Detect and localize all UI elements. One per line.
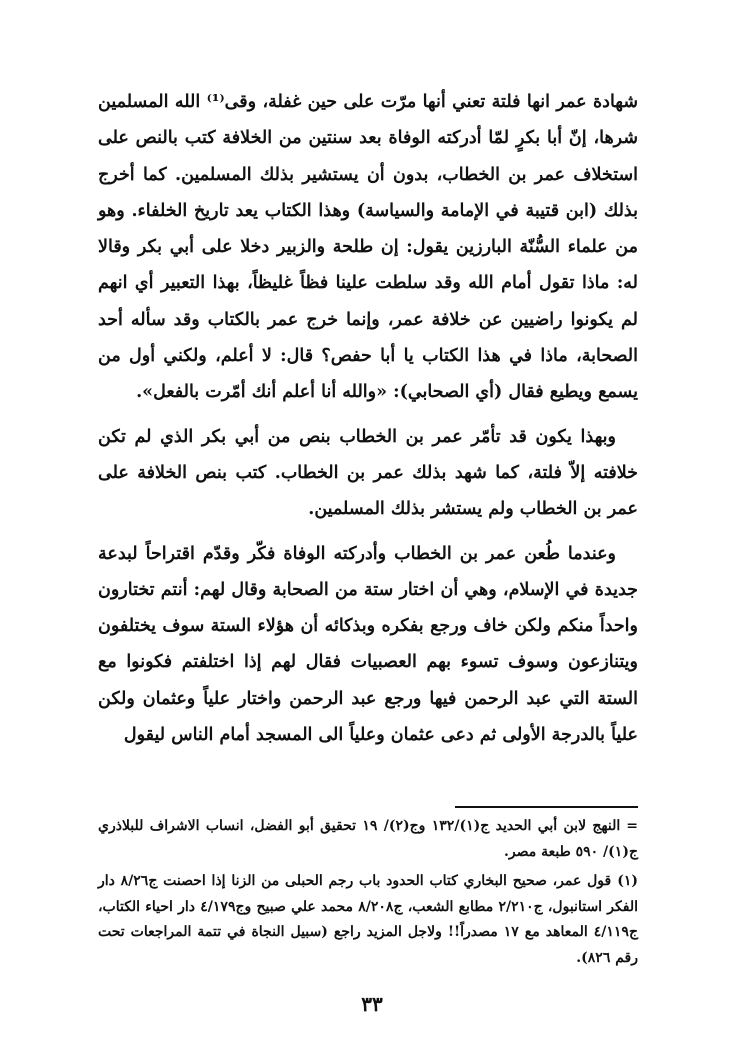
paragraph-1: شهادة عمر انها فلتة تعني أنها مرّت على حين غفلة، وقى⁽¹⁾ الله المسلمين شرها، إنّ أبا بكرٍ لمّا أدركته الوفاة بعد سنتين من الخلافة كتب بالنص على استخلاف عمر بن الخطاب، بدون أن يستشير بذلك المسلمين. كما أخرج بذلك (ابن قتيبة في الإمامة والسياسة) وهذا الكتاب يعد تاريخ الخلفاء. وهو من علماء السُّنّة البارزين يقول: إن طلحة والزبير دخلا على أبي بكر وقالا له: ماذا تقول أمام الله وقد سلطت علينا فظاً غليظاً، بهذا التعبير أي انهم لم يكونوا راضيين عن خلافة عمر، وإنما خرج عمر بالكتاب وقد سأله أحد الصحابة، ماذا في هذا الكتاب يا أبا حفص؟ قال: لا أعلم، ولكني أول من يسمع ويطيع فقال (أي الصحابي): «والله أنا أعلم أنك أمّرت بالفعل». xyxy=(98,92,639,403)
page-number: ٣٣ xyxy=(361,992,383,1016)
footnote-1-marker: (١) xyxy=(617,873,638,889)
footnote-star-marker: = xyxy=(626,818,638,834)
footnote-star-text: النهج لابن أبي الحديد ج(١)/١٣٢ وج(٢)/ ١٩ تحقيق أبو الفضل، انساب الاشراف للبلاذري ج(١)/ ٥٩٠ طبعة مصر. xyxy=(98,818,638,860)
footnotes xyxy=(98,814,638,971)
footnote-divider xyxy=(455,806,638,808)
paragraph-2: وبهذا يكون قد تأمّر عمر بن الخطاب بنص من أبي بكر الذي لم تكن خلافته إلاّ فلتة، كما شهد بذلك عمر بن الخطاب. كتب بنص الخلافة على عمر بن الخطاب ولم يستشر بذلك المسلمين. xyxy=(98,426,638,520)
footnote-star xyxy=(98,814,638,865)
footnote-1 xyxy=(98,869,638,971)
footnote-1-text: قول عمر، صحيح البخاري كتاب الحدود باب رجم الحبلى من الزنا إذا احصنت ج٨/٢٦ دار الفكر استانبول، ج٢/٢١٠ مطابع الشعب، ج٨/٢٠٨ محمد علي صبيح وج٤/١٧٩ دار احياء الكتاب، ج٤/١١٩ المعاهد مع ١٧ مصدراً!! ولاجل المزيد راجع (سبيل النجاة في تتمة المراجعات تحت رقم ٨٢٦). xyxy=(98,873,638,966)
main-text xyxy=(98,84,638,753)
paragraph-3: وعندما طُعن عمر بن الخطاب وأدركته الوفاة فكّر وقدّم اقتراحاً لبدعة جديدة في الإسلام، وهي أن اختار ستة من الصحابة وقال لهم: أنتم تختارون واحداً منكم ولكن خاف ورجع بفكره وبذكائه أن هؤلاء الستة سوف يختلفون ويتنازعون وسوف تسوء بهم العصبيات فقال لهم إذا اختلفتم فكونوا مع الستة التي عبد الرحمن فيها ورجع عبد الرحمن واختار علياً وعثمان ولكن علياً بالدرجة الأولى ثم دعى عثمان وعلياً الى المسجد أمام الناس ليقول xyxy=(98,543,638,746)
